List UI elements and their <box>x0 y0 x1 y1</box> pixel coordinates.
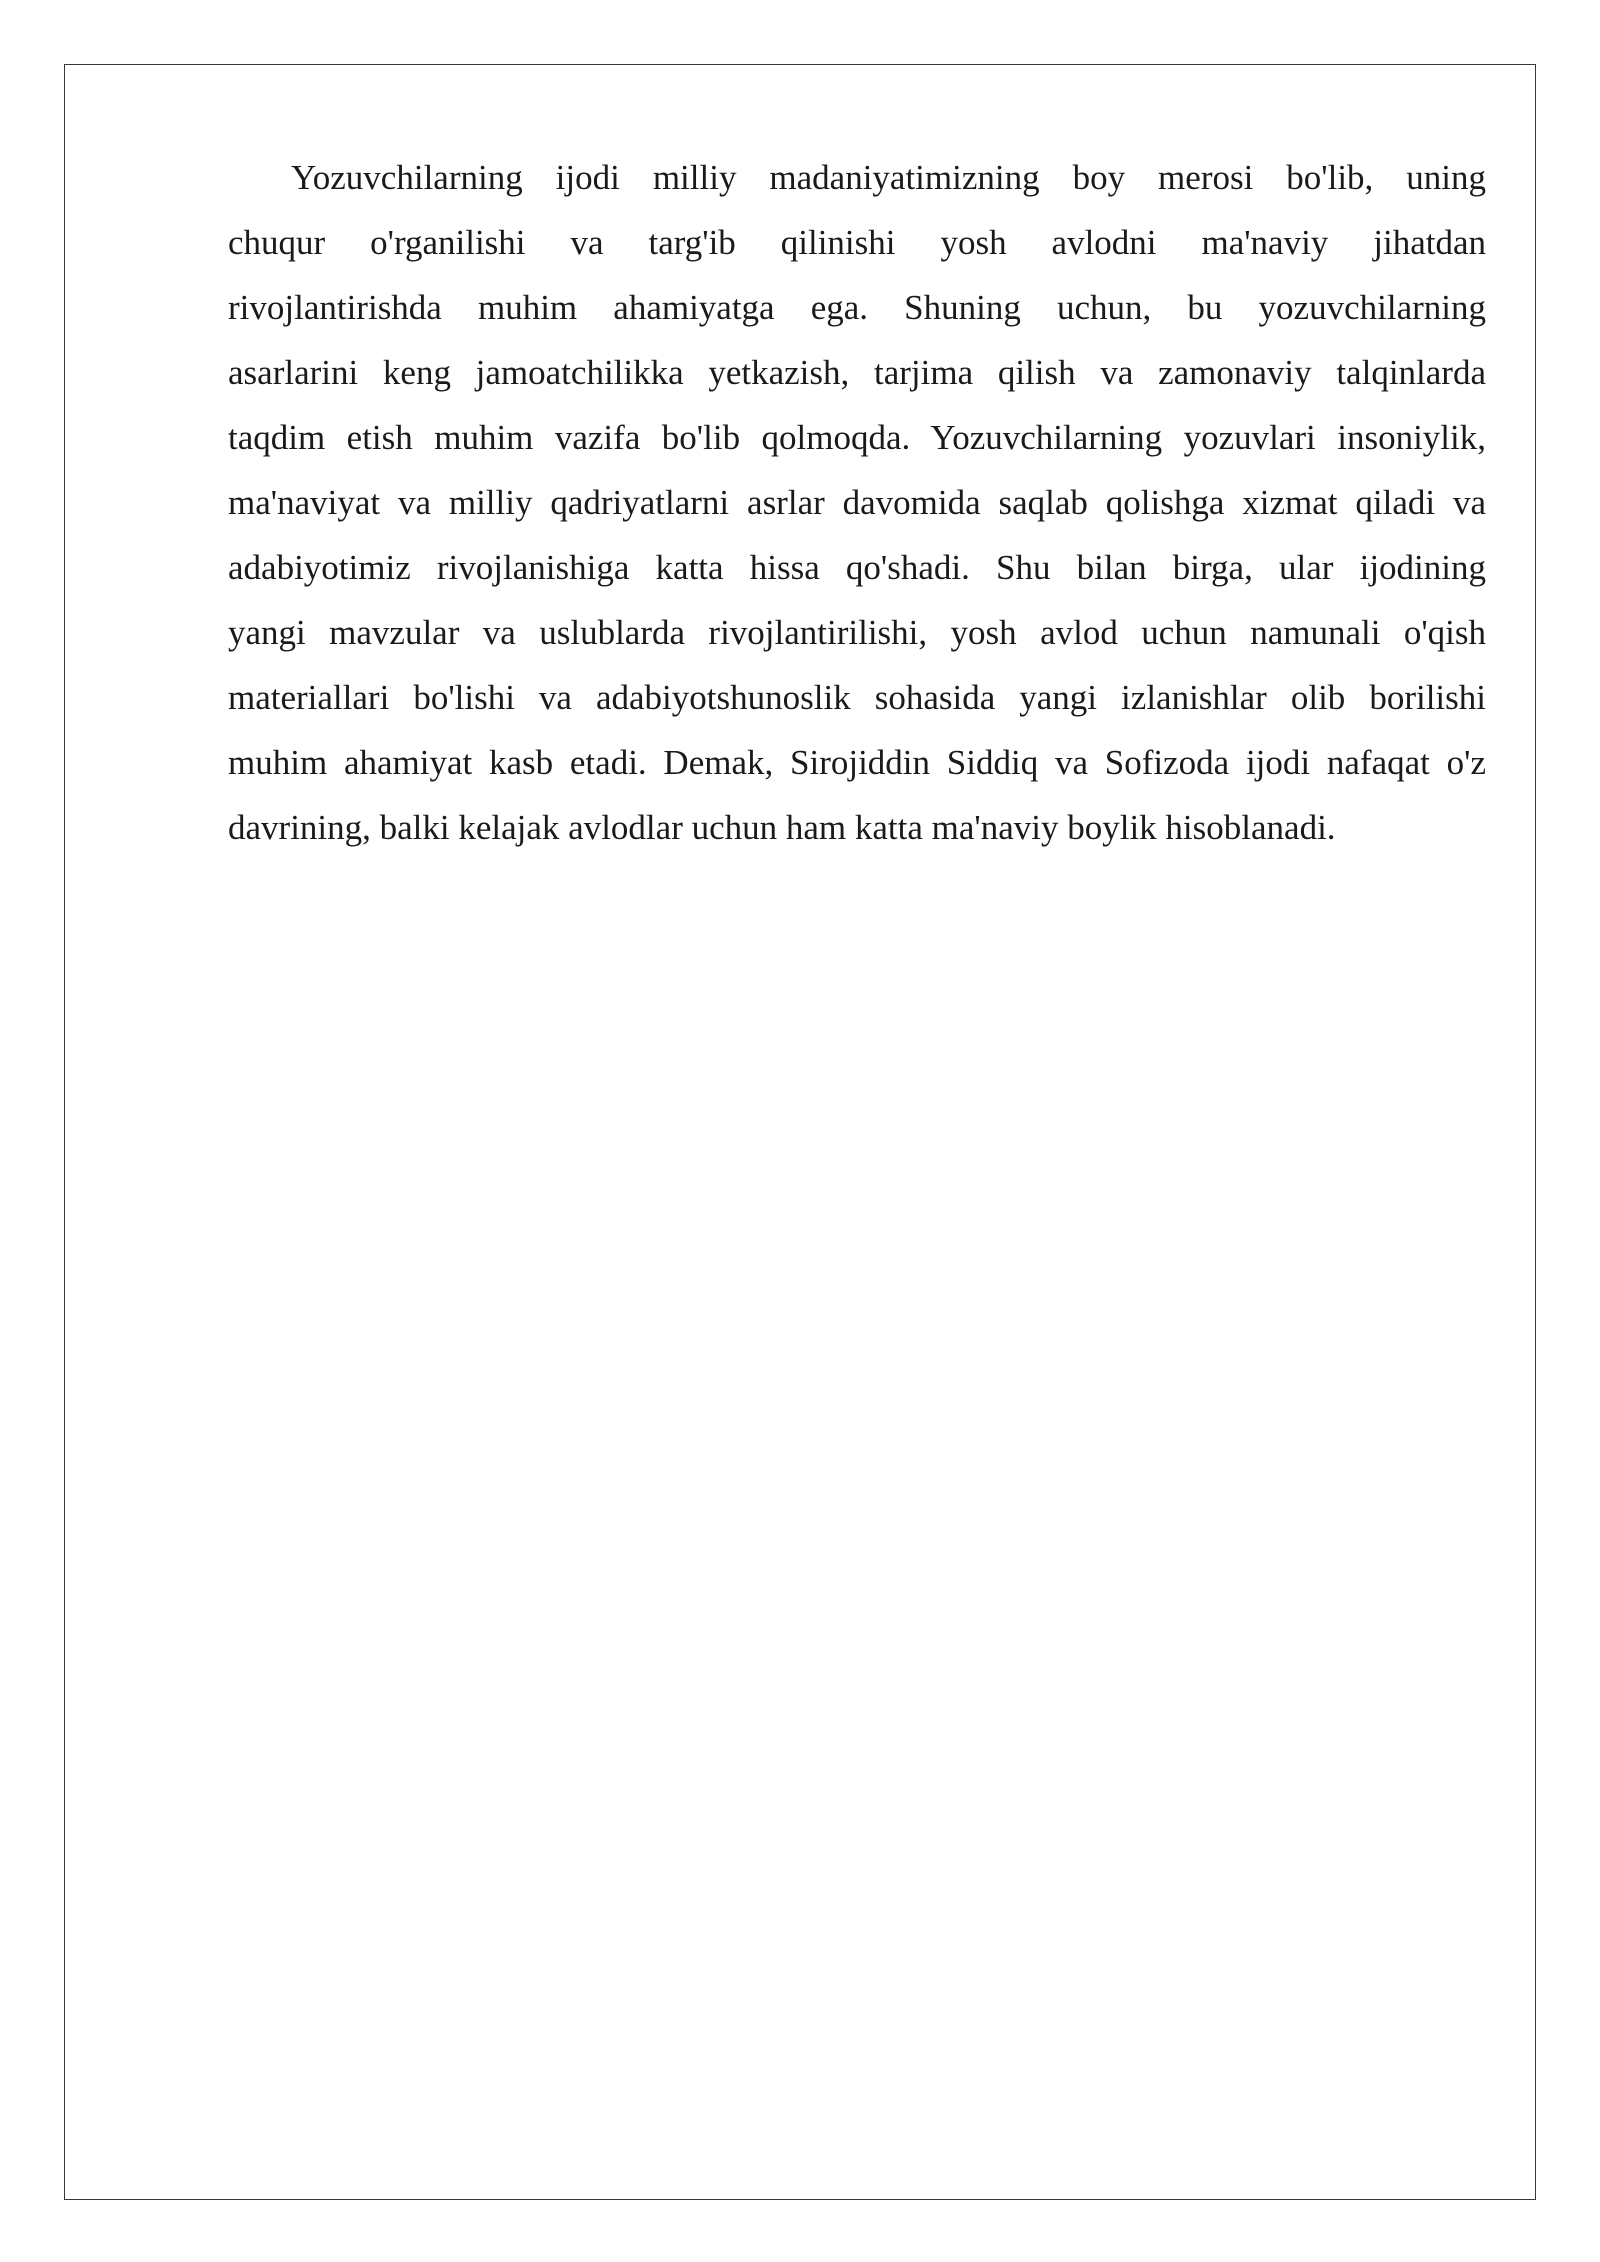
paragraph-line: materiallari bo'lishi va adabiyotshunoslik sohasida yangi izlanishlar olib borilishi <box>228 678 1486 717</box>
paragraph-line: adabiyotimiz rivojlanishiga katta hissa qo'shadi. Shu bilan birga, ular ijodining <box>228 548 1486 587</box>
paragraph-line: davrining, balki kelajak avlodlar uchun ham katta ma'naviy boylik hisoblanadi. <box>228 808 1336 847</box>
paragraph-line: rivojlantirishda muhim ahamiyatga ega. Shuning uchun, bu yozuvchilarning <box>228 288 1486 327</box>
paragraph-line: Yozuvchilarning ijodi milliy madaniyatimizning boy merosi bo'lib, uning <box>291 158 1486 197</box>
paragraph-line: asarlarini keng jamoatchilikka yetkazish, tarjima qilish va zamonaviy talqinlarda <box>228 353 1486 392</box>
paragraph-line: muhim ahamiyat kasb etadi. Demak, Sirojiddin Siddiq va Sofizoda ijodi nafaqat o'z <box>228 743 1486 782</box>
body-paragraph <box>228 145 1486 860</box>
paragraph-line: taqdim etish muhim vazifa bo'lib qolmoqda. Yozuvchilarning yozuvlari insoniylik, <box>228 418 1486 457</box>
paragraph-line: ma'naviyat va milliy qadriyatlarni asrlar davomida saqlab qolishga xizmat qiladi va <box>228 483 1486 522</box>
paragraph-line: yangi mavzular va uslublarda rivojlantirilishi, yosh avlod uchun namunali o'qish <box>228 613 1486 652</box>
paragraph-line: chuqur o'rganilishi va targ'ib qilinishi yosh avlodni ma'naviy jihatdan <box>228 223 1486 262</box>
